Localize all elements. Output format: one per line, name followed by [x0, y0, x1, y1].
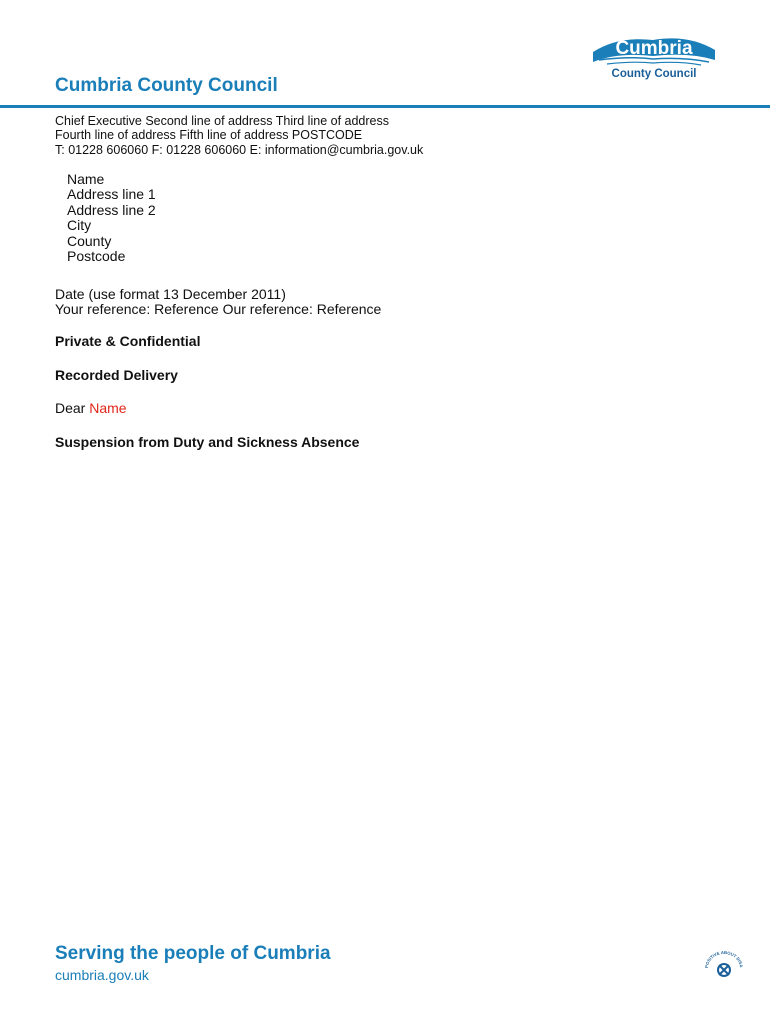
private-confidential-heading: Private & Confidential	[55, 333, 201, 349]
footer-url: cumbria.gov.uk	[55, 967, 149, 983]
cumbria-logo	[583, 30, 723, 88]
contact-line-3: T: 01228 606060 F: 01228 606060 E: information@cumbria.gov.uk	[55, 143, 424, 157]
letter-subject: Suspension from Duty and Sickness Absence	[55, 434, 360, 450]
disability-symbol-icon	[702, 948, 746, 982]
svg-text:County Council: County Council	[611, 68, 697, 80]
letter-reference: Your reference: Reference Our reference: Reference	[55, 301, 382, 317]
salutation	[55, 400, 127, 416]
recorded-delivery-heading: Recorded Delivery	[55, 367, 178, 383]
svg-text:Cumbria: Cumbria	[615, 38, 693, 59]
recipient-name: Name	[67, 171, 105, 187]
salutation-name: Name	[89, 400, 127, 416]
footer-tagline: Serving the people of Cumbria	[55, 943, 331, 964]
salutation-prefix: Dear	[55, 400, 86, 416]
contact-line-2: Fourth line of address Fifth line of address POSTCODE	[55, 128, 363, 142]
organisation-title: Cumbria County Council	[55, 75, 278, 96]
recipient-postcode: Postcode	[67, 248, 126, 264]
recipient-address-2: Address line 2	[67, 202, 156, 218]
header-rule	[0, 105, 770, 108]
contact-line-1: Chief Executive Second line of address Third line of address	[55, 114, 389, 128]
recipient-county: County	[67, 233, 112, 249]
recipient-city: City	[67, 217, 92, 233]
recipient-address-1: Address line 1	[67, 186, 156, 202]
letter-date: Date (use format 13 December 2011)	[55, 286, 286, 302]
svg-text:POSITIVE ABOUT DISABLED PEOPLE: POSITIVE ABOUT DISA	[703, 949, 745, 969]
